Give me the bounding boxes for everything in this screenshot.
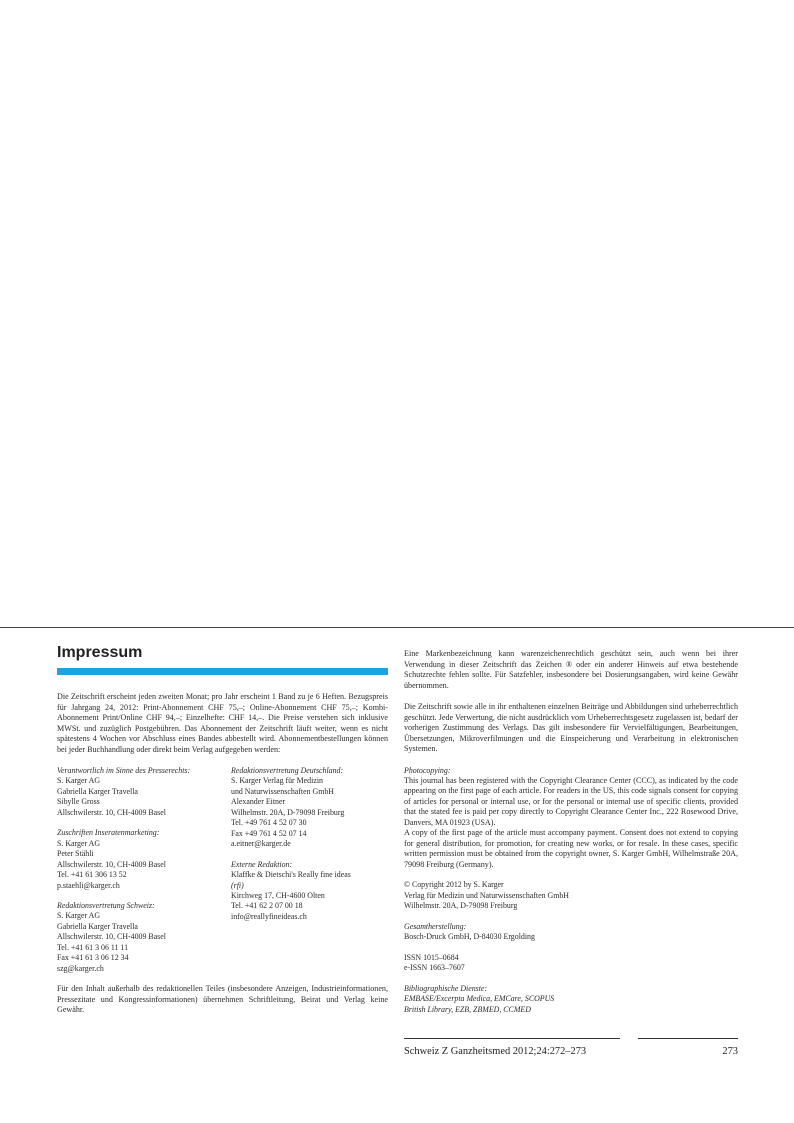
address-line: Peter Stähli bbox=[57, 849, 94, 859]
address-line: Allschwilerstr. 10, CH-4009 Basel bbox=[57, 807, 166, 817]
block-label: Externe Redaktion: bbox=[231, 859, 293, 869]
phone-line: Tel. +49 761 4 52 07 30 bbox=[231, 818, 307, 828]
journal-citation: Schweiz Z Ganzheitsmed 2012;24:272–273 bbox=[404, 1046, 587, 1057]
inserate-block bbox=[57, 828, 231, 891]
phone-line: Tel. +41 61 3 06 11 11 bbox=[57, 942, 129, 952]
address-line: S. Karger AG bbox=[57, 911, 101, 921]
footer-rule bbox=[404, 1038, 620, 1039]
address-line: und Naturwissenschaften GmbH bbox=[231, 786, 334, 796]
block-label: Bibliographische Dienste: bbox=[404, 983, 488, 993]
address-line: S. Karger AG bbox=[57, 838, 101, 848]
production-block bbox=[404, 922, 738, 943]
phone-line: Tel. +41 62 2 07 00 18 bbox=[231, 901, 303, 911]
address-line: S. Karger Verlag für Medizin bbox=[231, 776, 323, 786]
deutschland-block bbox=[231, 766, 388, 850]
impressum-right-column bbox=[404, 649, 738, 1025]
photocopying-text: A copy of the first page of the article must accompany payment. Consent does not extend to copying for general distribution, for promotion, for creating new works, or for resale. In these cases, specific written permission must be obtained from the copyright owner, S. Karger GmbH, Wilhelmstraße 20A, 79098 Freiburg (Germany). bbox=[404, 828, 738, 869]
copyright-law-paragraph: Die Zeitschrift sowie alle in ihr enthaltenen einzelnen Beiträge und Abbildungen sind urheberrechtlich geschützt. Jede Verwertung, die nicht ausdrücklich vom Urheberrechtsgesetz zugelassen ist, bedarf der vorherigen Zustimmung des Verlags. Das gilt insbesondere für Vervielfältigungen, Bearbeitungen, Übersetzungen, Mikroverfilmungen und die Einspeicherung und Verarbeitung in elektronischen Systemen. bbox=[404, 702, 738, 753]
address-line: Alexander Eitner bbox=[231, 797, 286, 807]
contact-column-right bbox=[231, 766, 388, 984]
photocopying-block bbox=[404, 766, 738, 871]
address-line: Kirchweg 17, CH-4600 Olten bbox=[231, 890, 325, 900]
page-title: Impressum bbox=[57, 644, 143, 661]
schweiz-block bbox=[57, 901, 231, 974]
contact-grid bbox=[57, 766, 388, 984]
address-line: (rfi) bbox=[231, 880, 244, 890]
address-line: Allschwilerstr. 10, CH-4009 Basel bbox=[57, 859, 166, 869]
trademark-paragraph: Eine Markenbezeichnung kann warenzeichenrechtlich geschützt sein, auch wenn bei ihrer Verwendung in dieser Zeitschrift das Zeichen ® oder ein anderer Hinweis auf etwa bestehende Schutzrechte fehlen sollte. Für Satzfehler, insbesondere bei Dosierungsangaben, wird keine Gewähr übernommen. bbox=[404, 649, 738, 690]
block-label: Gesamtherstellung: bbox=[404, 921, 467, 931]
issn-line: ISSN 1015–0684 bbox=[404, 952, 459, 962]
eissn-line: e-ISSN 1663–7607 bbox=[404, 963, 465, 973]
email-link[interactable]: szg@karger.ch bbox=[57, 963, 104, 973]
address-line: Wilhelmstr. 20A, D-79098 Freiburg bbox=[231, 807, 345, 817]
index-line: EMBASE/Excerpta Medica, EMCare, SCOPUS bbox=[404, 994, 555, 1004]
block-label: Verantwortlich im Sinne des Presserechts: bbox=[57, 766, 191, 775]
title-accent-bar bbox=[57, 668, 388, 675]
address-line: Wilhelmstr. 20A, D-79098 Freiburg bbox=[404, 901, 518, 911]
copyright-line: © Copyright 2012 by S. Karger bbox=[404, 880, 504, 890]
extern-block bbox=[231, 860, 388, 923]
address-line: Gabriella Karger Travella bbox=[57, 921, 138, 931]
address-line: Allschwilerstr. 10, CH-4009 Basel bbox=[57, 932, 166, 942]
page-number: 273 bbox=[722, 1046, 738, 1057]
address-line: S. Karger AG bbox=[57, 776, 101, 786]
bibliographic-block bbox=[404, 984, 738, 1015]
email-link[interactable]: a.eitner@karger.de bbox=[231, 839, 291, 849]
block-label: Photocopying: bbox=[404, 765, 451, 775]
impressum-left-column bbox=[57, 643, 388, 1016]
index-line: British Library, EZB, ZBMED, CCMED bbox=[404, 1004, 531, 1014]
fax-line: Fax +41 61 3 06 12 34 bbox=[57, 953, 129, 963]
fax-line: Fax +49 761 4 52 07 14 bbox=[231, 828, 307, 838]
email-link[interactable]: info@reallyfineideas.ch bbox=[231, 911, 307, 921]
issn-block bbox=[404, 953, 738, 974]
section-divider bbox=[0, 627, 794, 628]
email-link[interactable]: p.staehli@karger.ch bbox=[57, 880, 120, 890]
contact-column-left bbox=[57, 766, 231, 984]
footer-rule bbox=[638, 1038, 738, 1039]
phone-line: Tel. +41 61 306 13 52 bbox=[57, 870, 127, 880]
block-label: Zuschriften Inseratenmarketing: bbox=[57, 828, 160, 838]
printer-line: Bosch-Druck GmbH, D-84030 Ergolding bbox=[404, 932, 535, 942]
liability-paragraph: Für den Inhalt außerhalb des redaktionellen Teiles (insbesondere Anzeigen, Industrieinformationen, Pressezitate und Kongressinformationen) übernehmen Schriftleitung, Beirat und Verlag keine Gewähr. bbox=[57, 984, 388, 1015]
address-line: Verlag für Medizin und Naturwissenschaften GmbH bbox=[404, 890, 570, 900]
verantwortlich-block bbox=[57, 766, 231, 818]
block-label: Redaktionsvertretung Schweiz: bbox=[57, 900, 155, 910]
copyright-block bbox=[404, 880, 738, 911]
address-line: Gabriella Karger Travella bbox=[57, 786, 138, 796]
subscription-paragraph: Die Zeitschrift erscheint jeden zweiten Monat; pro Jahr erscheint 1 Band zu je 6 Heften. Bezugspreis für Jahrgang 24, 2012: Print-Abonnement CHF 75,–; Online-Abonnement CHF 75,–; Kombi-Abonnement Print/Online CHF 94,–; Einzelhefte: CHF 14,–. Die Preise verstehen sich inklusive MWSt. und zuzüglich Postgebühren. Das Abonnement der Zeitschrift läuft weiter, wenn es nicht spätestens 4 Wochen vor Abschluss eines Bandes abbestellt wird. Abonnementbestellungen können bei jeder Buchhandlung oder direkt beim Verlag aufgegeben werden: bbox=[57, 692, 388, 754]
address-line: Sibylle Gross bbox=[57, 797, 100, 807]
block-label: Redaktionsvertretung Deutschland: bbox=[231, 766, 344, 775]
photocopying-text: This journal has been registered with the Copyright Clearance Center (CCC), as indicated by the code appearing on the first page of each article. For readers in the US, this code signals consent for copying of articles for personal or internal use, or for the personal or internal use of specific clients, provided that the stated fee is paid per copy directly to Copyright Clearance Center Inc., 222 Rosewood Drive, Danvers, MA 01923 (USA). bbox=[404, 775, 738, 827]
address-line: Klaffke & Dietschi's Really fine ideas bbox=[231, 870, 351, 880]
